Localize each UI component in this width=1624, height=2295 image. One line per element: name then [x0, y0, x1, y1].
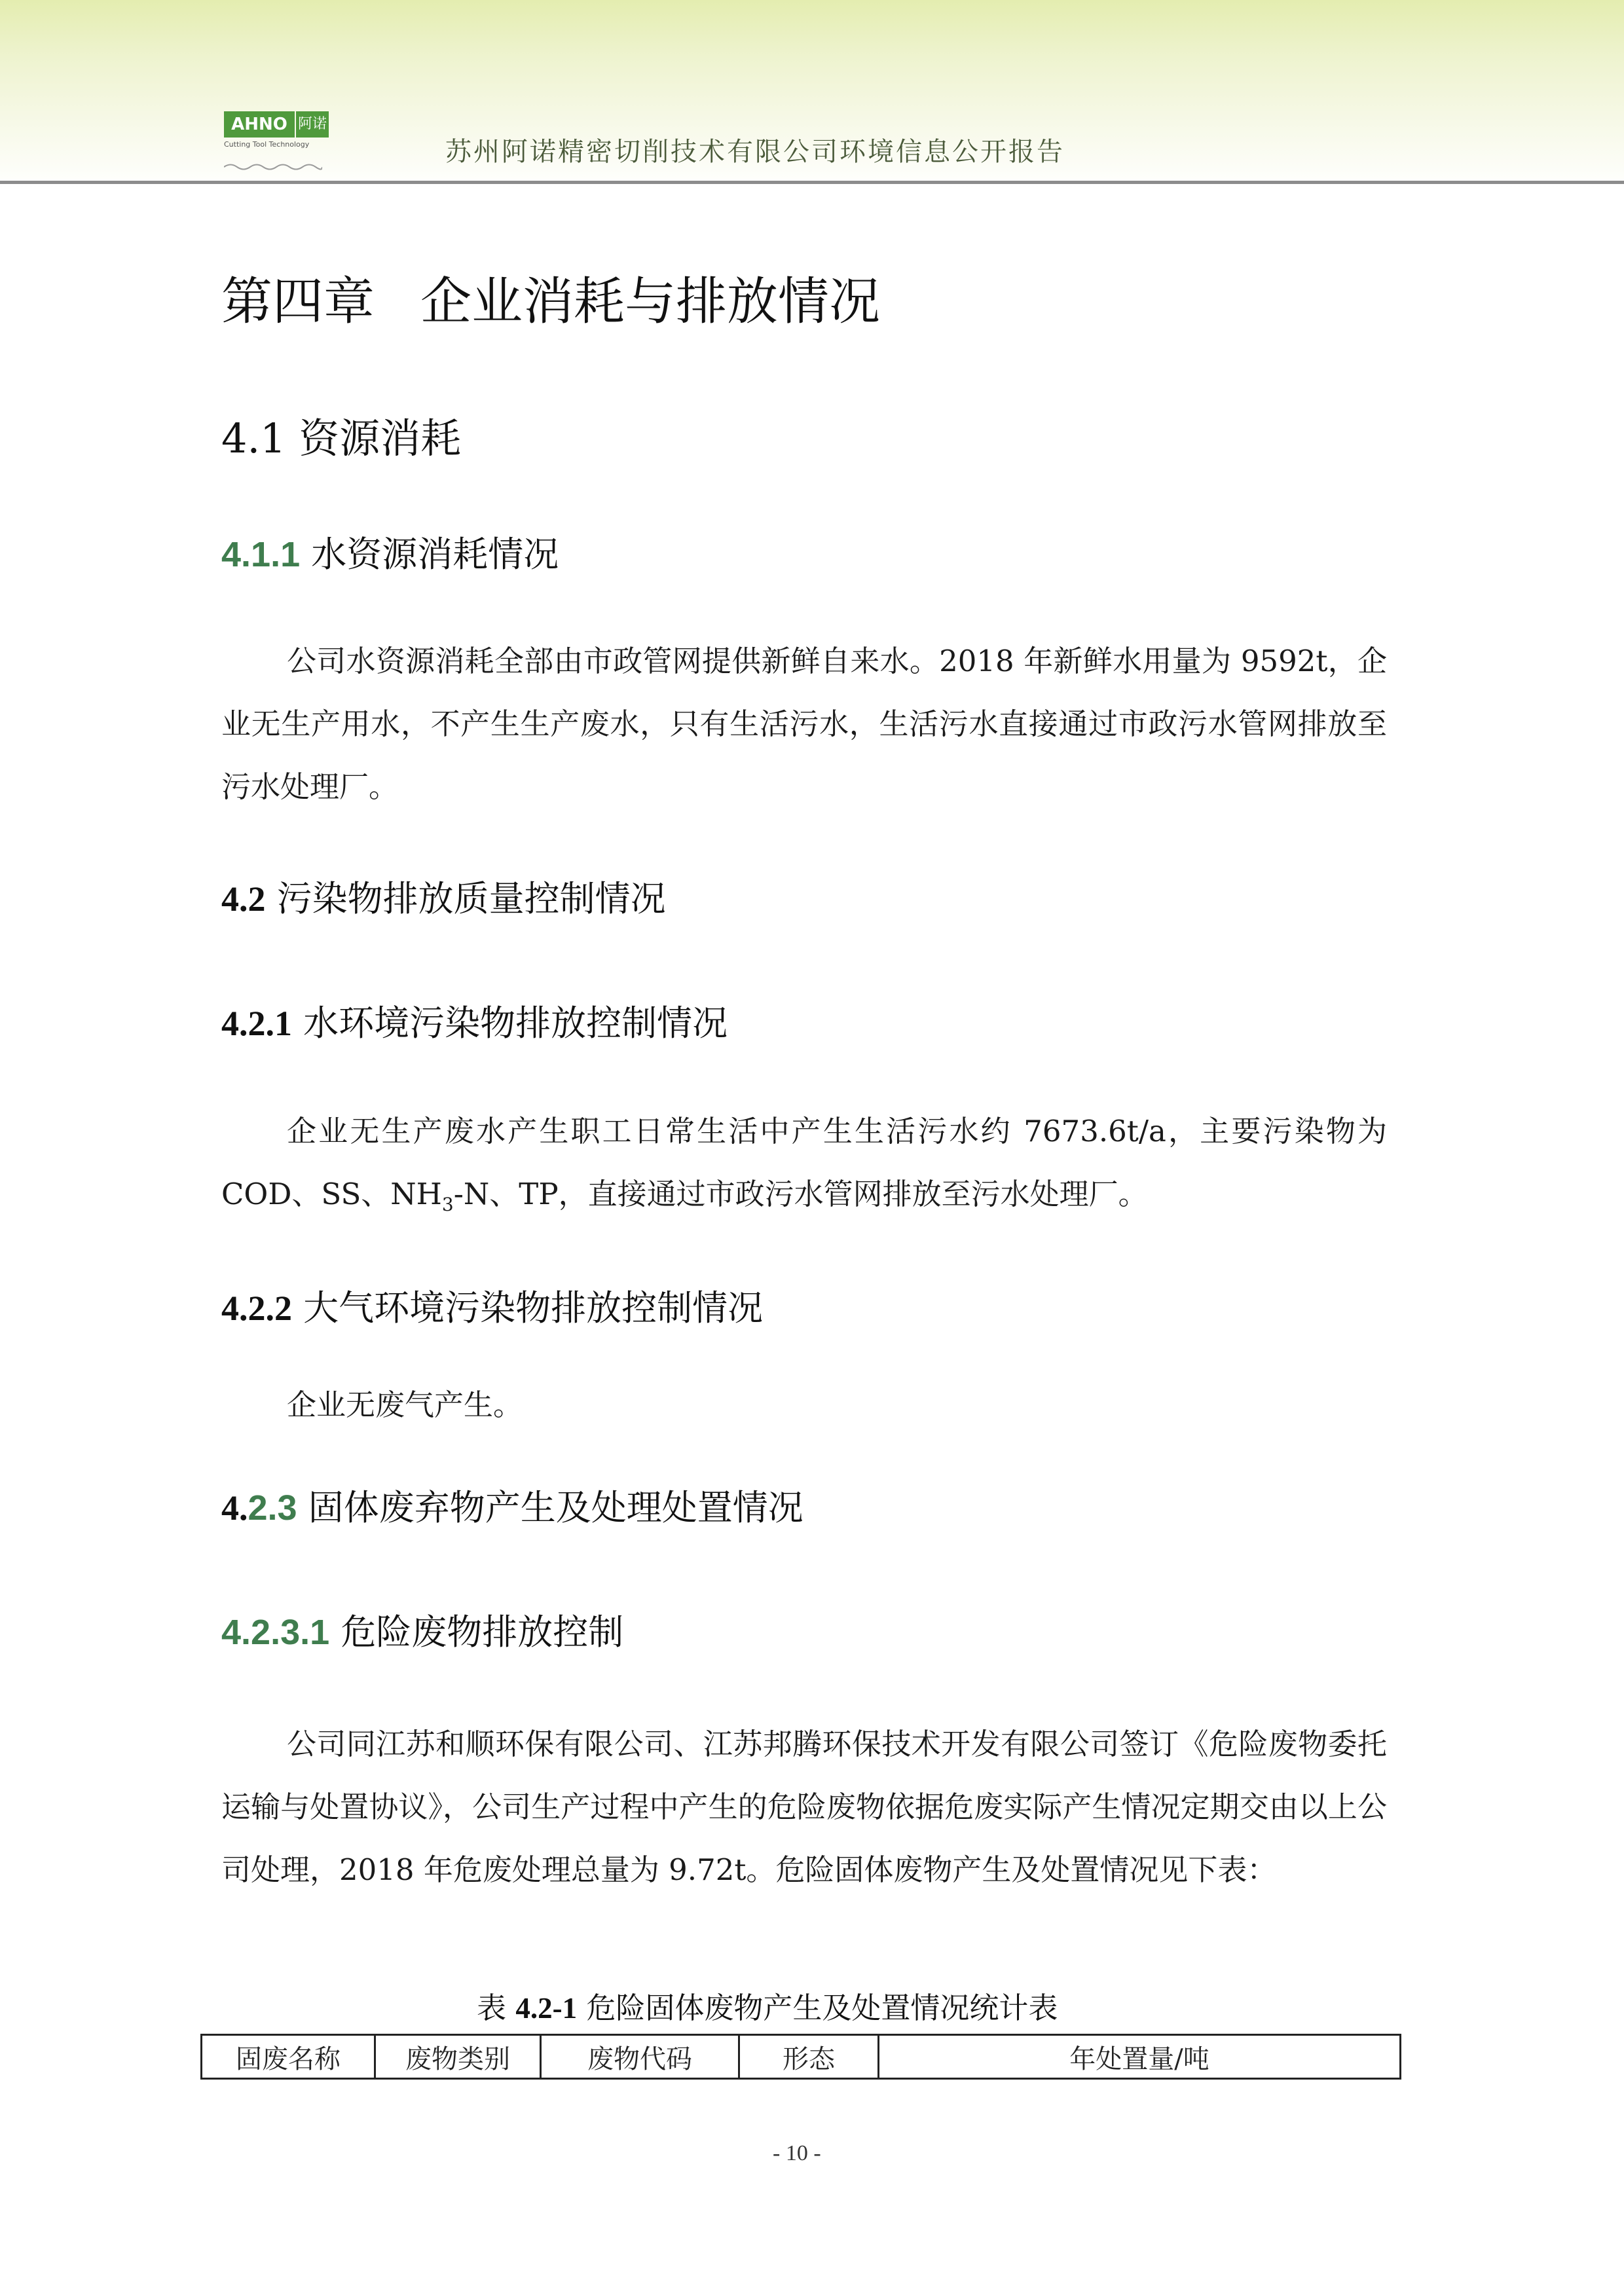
section-title: 水环境污染物排放控制情况 — [303, 1002, 728, 1044]
logo-wave-icon — [224, 162, 322, 172]
section-4-2-heading — [221, 871, 666, 921]
section-number: 4.2.3.1 — [221, 1613, 330, 1652]
subscript: 3 — [441, 1194, 454, 1215]
table-header-row — [202, 2035, 1401, 2079]
section-4-2-2-heading — [221, 1280, 763, 1331]
section-4-2-1-heading — [221, 995, 728, 1046]
paragraph-water-pollutants — [221, 1100, 1387, 1236]
company-logo — [224, 111, 329, 158]
section-4-1-heading: 4.1 资源消耗 — [221, 414, 462, 462]
chapter-title: 企业消耗与排放情况 — [420, 272, 881, 331]
column-header: 废物类别 — [375, 2035, 541, 2079]
section-title: 危险废物排放控制 — [341, 1611, 624, 1653]
column-header: 废物代码 — [541, 2035, 739, 2079]
section-number: 4.1.1 — [221, 535, 301, 574]
section-title: 固体废弃物产生及处理处置情况 — [308, 1487, 803, 1528]
chapter-number: 第四章 — [221, 272, 375, 331]
chapter-heading — [221, 261, 880, 334]
section-4-2-3-heading — [221, 1480, 803, 1530]
column-header: 年处置量/吨 — [879, 2035, 1401, 2079]
section-number: 4.2.1 — [221, 1004, 292, 1043]
section-title: 水资源消耗情况 — [311, 534, 559, 575]
caption-prefix: 表 — [477, 1991, 507, 2025]
logo-tagline: Cutting Tool Technology — [224, 140, 310, 149]
paragraph-hazardous-waste: 公司同江苏和顺环保有限公司、江苏邦腾环保技术开发有限公司签订《危险废物委托运输与处置协议》，公司生产过程中产生的危险废物依据危废实际产生情况定期交由以上公司处理，2018 年危废处理总量为 9.72t。危险固体废物产生及处置情况见下表： — [221, 1727, 1387, 1887]
paragraph-air-pollutants: 企业无废气产生。 — [287, 1387, 523, 1422]
section-number-b: 2.3 — [248, 1488, 297, 1528]
caption-title: 危险固体废物产生及处置情况统计表 — [586, 1991, 1058, 2025]
section-number: 4.2.2 — [221, 1289, 292, 1328]
paragraph-water-resources: 公司水资源消耗全部由市政管网提供新鲜自来水。2018 年新鲜水用量为 9592t，企业无生产用水，不产生生产废水，只有生活污水，生活污水直接通过市政污水管网排放至污水处理厂。 — [221, 644, 1387, 804]
section-4-1-1-heading — [221, 526, 559, 577]
paragraph-text: 企业无生产废水产生职工日常生活中产生生活污水约 7673.6t/a，主要污染物为 COD、SS、NH — [221, 1114, 1387, 1211]
hazardous-waste-table — [200, 2034, 1401, 2080]
page-number: - 10 - — [773, 2141, 821, 2165]
section-number: 4.2 — [221, 879, 266, 919]
table-caption — [477, 1984, 1058, 2027]
section-title: 大气环境污染物排放控制情况 — [303, 1287, 764, 1329]
header-rule — [0, 181, 1624, 184]
section-title: 污染物排放质量控制情况 — [276, 878, 666, 919]
column-header: 形态 — [739, 2035, 879, 2079]
logo-text: AHNO — [224, 111, 295, 138]
header-company-title: 苏州阿诺精密切削技术有限公司环境信息公开报告 — [445, 137, 1065, 167]
section-4-2-3-1-heading — [221, 1604, 623, 1655]
section-number-a: 4. — [221, 1488, 248, 1528]
caption-number: 4.2-1 — [515, 1992, 578, 2025]
column-header: 固废名称 — [202, 2035, 375, 2079]
paragraph-text: -N、TP，直接通过市政污水管网排放至污水处理厂。 — [453, 1177, 1148, 1211]
logo-cn: 阿诺 — [296, 111, 329, 138]
